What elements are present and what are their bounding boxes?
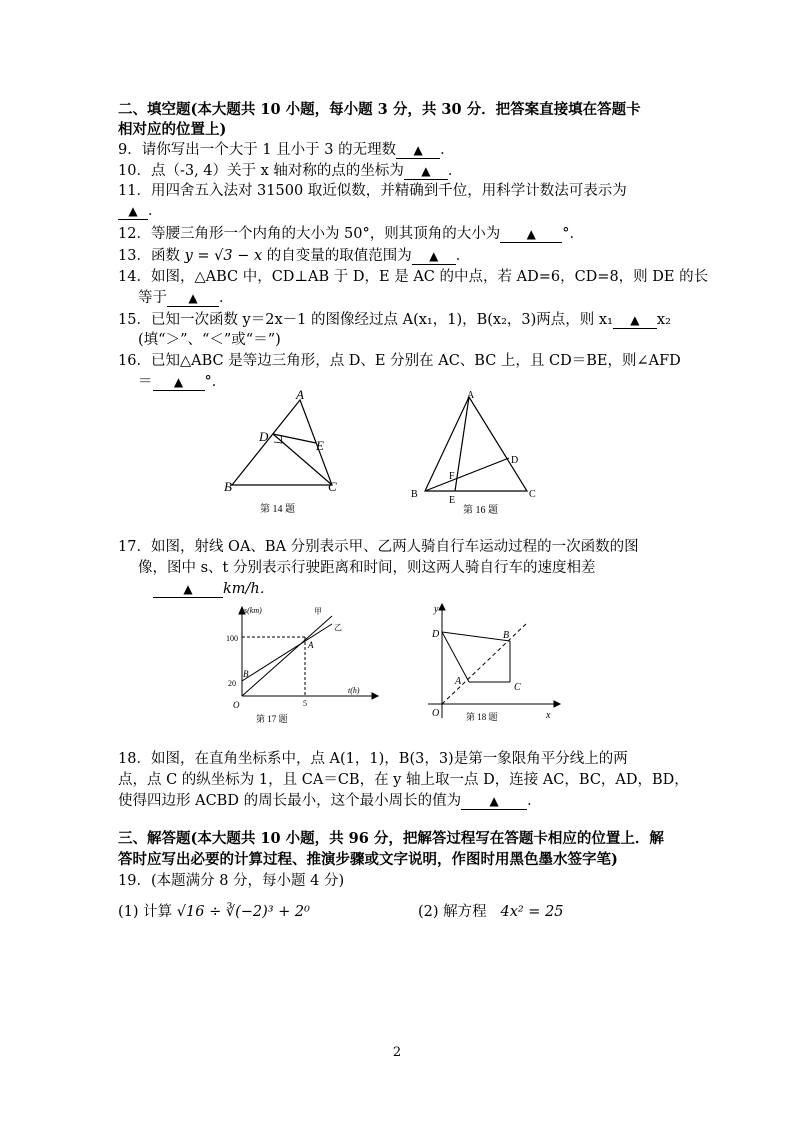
question-10: 10．点（-3, 4）关于 x 轴对称的点的坐标为 ▲ ．	[118, 163, 463, 179]
x-axis-label: x	[546, 710, 551, 721]
figure-16	[405, 390, 555, 520]
label-c: C	[514, 682, 521, 693]
caption-16: 第 16 题	[463, 505, 498, 516]
tick-20: 20	[228, 679, 236, 688]
line-jia	[242, 616, 332, 696]
label-b: B	[243, 669, 249, 679]
label-a: A	[296, 388, 304, 402]
line-yi	[242, 624, 332, 681]
label-o: O	[233, 700, 240, 710]
triangle-abc	[425, 397, 527, 491]
question-14-answer: 等于 ▲ ．	[138, 290, 234, 306]
label-c: C	[529, 489, 536, 500]
label-b: B	[503, 630, 510, 641]
figure-18	[418, 600, 568, 730]
section2-heading-line1: 二、填空题(本大题共 10 小题，每小题 3 分，共 30 分．把答案直接填在答题卡	[118, 101, 641, 118]
question-12: 12．等腰三角形一个内角的大小为 50°，则其顶角的大小为 ▲ °．	[118, 226, 585, 242]
label-d: D	[432, 629, 440, 640]
page-number: 2	[392, 1045, 402, 1060]
question-18-line3: 使得四边形 ACBD 的周长最小，这个最小周长的值为 ▲ ．	[118, 793, 542, 809]
label-jia: 甲	[314, 607, 322, 616]
question-15: 15．已知一次函数 y＝2x－1 的图像经过点 A(x₁，1)，B(x₂，3)两点，则 x₁ ▲ x₂	[118, 312, 671, 328]
answer-blank-17[interactable]: ▲	[153, 582, 223, 598]
label-e: E	[316, 438, 324, 453]
segment-da	[442, 632, 469, 682]
caption-18: 第 18 题	[466, 712, 498, 722]
s-axis-label: s(km)	[244, 606, 262, 615]
question-9: 9．请你写出一个大于 1 且小于 3 的无理数 ▲ ．	[118, 142, 455, 158]
label-f: F	[449, 471, 455, 482]
question-18-line2: 点，点 C 的纵坐标为 1，且 CA＝CB，在 y 轴上取一点 D，连接 AC，BC，AD，BD，	[118, 772, 689, 788]
question-11-answer: ▲ ．	[118, 202, 163, 220]
formula-part2: 4x² = 25	[500, 904, 564, 920]
question-17-answer: ▲ km/h．	[153, 580, 274, 598]
tick-5: 5	[303, 699, 307, 708]
label-a: A	[308, 640, 314, 650]
x-axis-arrow	[554, 701, 560, 707]
label-b: B	[411, 489, 418, 500]
y-axis-arrow	[439, 604, 445, 610]
t-axis-label: t(h)	[348, 686, 360, 695]
label-o: O	[432, 708, 440, 719]
tick-100: 100	[226, 634, 238, 643]
question-14: 14．如图，△ABC 中，CD⊥AB 于 D，E 是 AC 的中点，若 AD=6，CD=8，则 DE 的长	[118, 269, 709, 285]
label-a: A	[455, 676, 462, 687]
answer-blank-9[interactable]: ▲	[396, 143, 440, 159]
answer-blank-14[interactable]: ▲	[167, 291, 219, 307]
question-16-answer: ＝ ▲ °．	[138, 374, 227, 390]
formula-part1: √16 ÷ ∛(−2)³ + 2⁰	[176, 904, 310, 920]
answer-blank-10[interactable]: ▲	[404, 164, 448, 180]
question-19: 19．(本题满分 8 分，每小题 4 分)	[118, 873, 345, 889]
answer-blank-12[interactable]: ▲	[500, 227, 562, 243]
segment-db	[442, 632, 510, 641]
y-axis-label: y	[434, 604, 439, 615]
label-c: C	[328, 479, 337, 494]
section3-heading-line2: 答时应写出必要的计算过程、推演步骤或文字说明，作图时用黑色墨水签字笔)	[118, 851, 618, 868]
t-axis-arrow	[372, 693, 378, 699]
answer-blank-18[interactable]: ▲	[461, 794, 527, 810]
question-15-hint: (填“＞”、“＜”或“＝”)	[138, 332, 281, 348]
question-18: 18．如图，在直角坐标系中，点 A(1，1)，B(3，3)是第一象限角平分线上的两	[118, 751, 628, 767]
figure-14	[222, 388, 352, 518]
label-e: E	[449, 495, 456, 506]
question-19-part2: (2) 解方程 4x² = 25	[418, 904, 564, 920]
figure-17	[222, 604, 382, 729]
section3-heading-line1: 三、解答题(本大题共 10 小题，共 96 分，把解答过程写在答题卡相应的位置上．解	[118, 830, 664, 847]
section2-heading-line2: 相对应的位置上)	[118, 121, 227, 138]
answer-blank-16[interactable]: ▲	[153, 375, 205, 391]
label-a: A	[467, 390, 475, 401]
label-d: D	[511, 455, 519, 466]
question-17: 17．如图，射线 OA、BA 分别表示甲、乙两人骑自行车运动过程的一次函数的图	[118, 539, 639, 555]
answer-blank-11[interactable]: ▲	[118, 204, 148, 220]
label-yi: 乙	[334, 623, 342, 632]
answer-blank-15[interactable]: ▲	[613, 313, 657, 329]
question-13: 13．函数 y = √3 − x 的自变量的取值范围为 ▲ ．	[118, 248, 471, 264]
function-formula: y = √3 − x	[184, 248, 263, 264]
question-19-part1: (1) 计算 √16 ÷ ∛(−2)³ + 2⁰	[118, 904, 310, 920]
label-d: D	[259, 429, 269, 444]
question-16: 16．已知△ABC 是等边三角形，点 D、E 分别在 AC、BC 上，且 CD＝BE，则∠AFD	[118, 353, 681, 369]
label-b: B	[224, 479, 232, 494]
answer-blank-13[interactable]: ▲	[412, 249, 456, 265]
caption-17: 第 17 题	[256, 714, 288, 724]
question-17-line2: 像，图中 s、t 分别表示行驶距离和时间，则这两人骑自行车的速度相差	[138, 560, 596, 576]
question-11: 11．用四舍五入法对 31500 取近似数，并精确到千位，用科学计数法可表示为	[118, 183, 627, 199]
caption-14: 第 14 题	[260, 504, 295, 515]
segment-de	[273, 434, 316, 443]
